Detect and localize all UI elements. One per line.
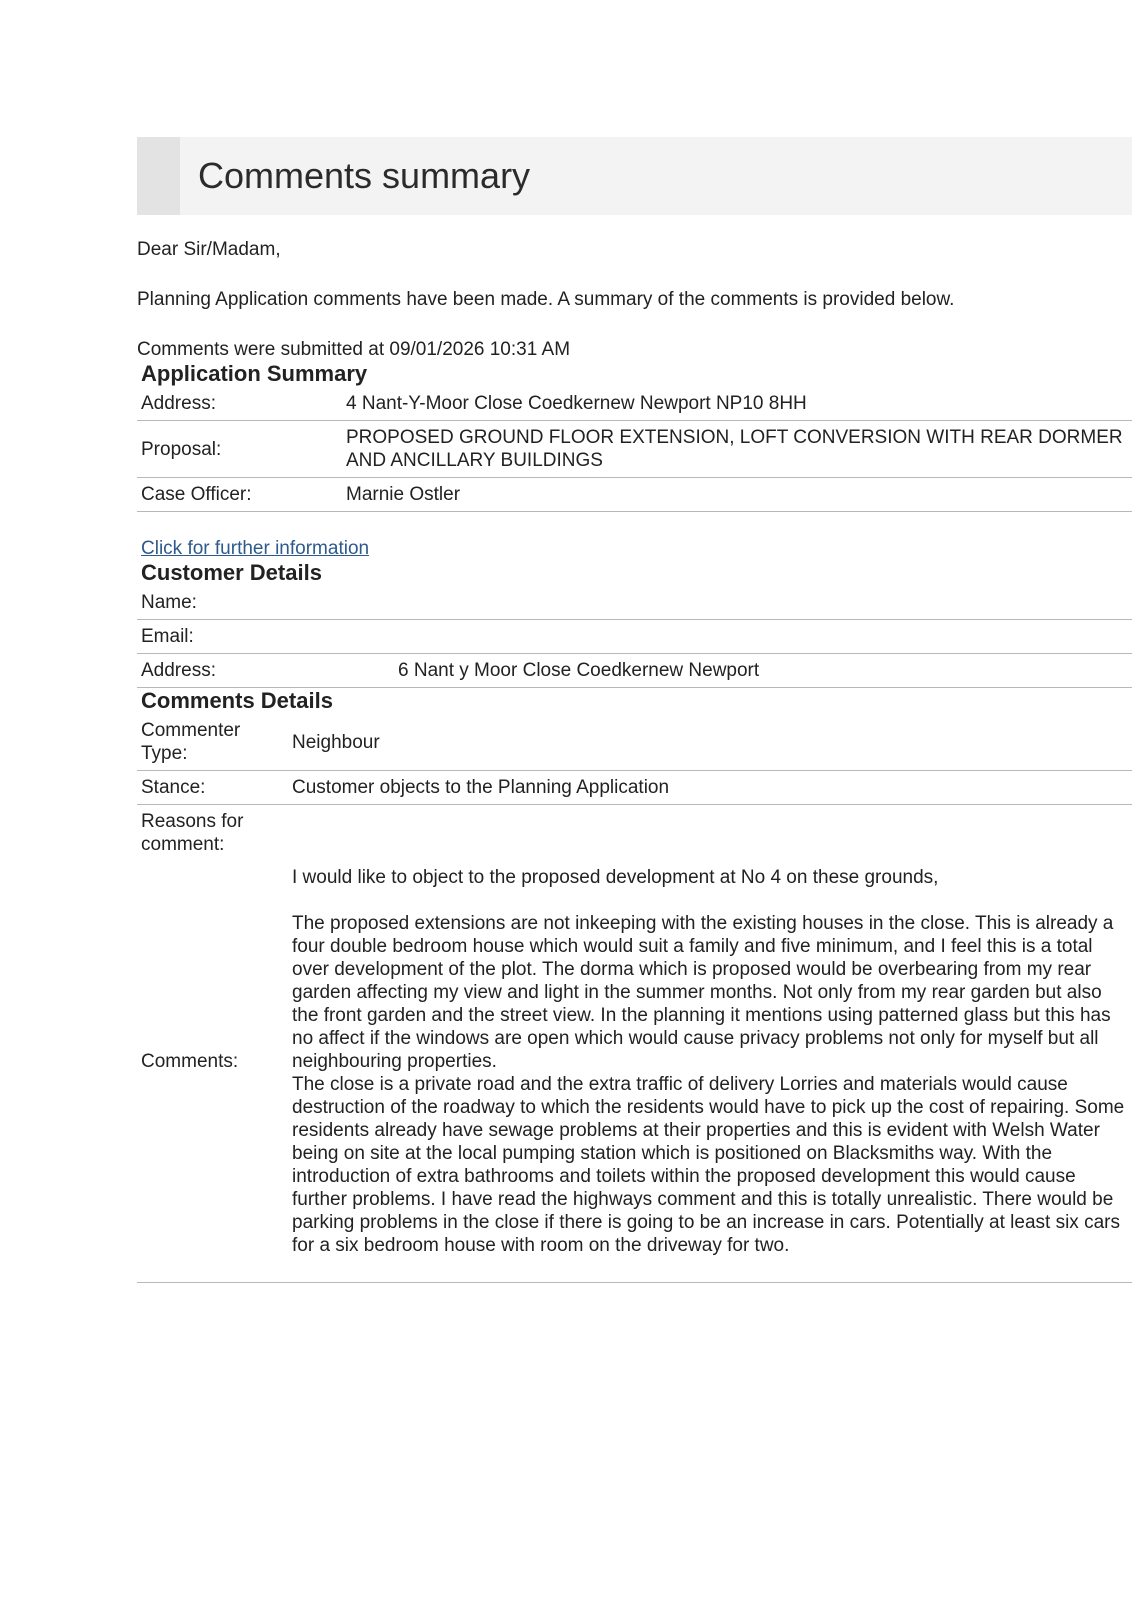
table-row bbox=[137, 421, 1132, 478]
customer-details-heading: Customer Details bbox=[141, 560, 322, 585]
table-row bbox=[137, 861, 1132, 1262]
greeting: Dear Sir/Madam, bbox=[137, 239, 281, 260]
address-label: Address: bbox=[137, 387, 342, 421]
reasons-value bbox=[288, 805, 1132, 862]
table-row bbox=[137, 387, 1132, 421]
comments-label: Comments: bbox=[141, 1051, 239, 1072]
stance-value: Customer objects to the Planning Application bbox=[288, 771, 1132, 805]
table-row bbox=[137, 478, 1132, 512]
customer-address: 6 Nant y Moor Close Coedkernew Newport bbox=[394, 654, 1132, 688]
table-row bbox=[137, 714, 1132, 771]
table-row bbox=[137, 620, 1132, 654]
table-row bbox=[137, 771, 1132, 805]
stance-label: Stance: bbox=[137, 771, 288, 805]
intro-text: Planning Application comments have been made. A summary of the comments is provided below. bbox=[137, 289, 955, 310]
application-summary-table bbox=[137, 387, 1132, 512]
comment-text: I would like to object to the proposed development at No 4 on these grounds, The proposed extensions are not inkeeping with the existing houses in the close. This is already a four double bedroom house which would suit a family and five minimum, and I feel this is a total over development of the plot. The dorma which is proposed would be overbearing from my rear garden affecting my view and light in the summer months. Not only from my rear garden but also the front garden and the street view. In the planning it mentions using patterned glass but this has no affect if the windows are open which would cause privacy problems not only for myself but all neighbouring properties. The close is a private road and the extra traffic of delivery Lorries and materials would cause destruction of the roadway to which the residents would have to pick up the cost of repairing. Some residents already have sewage problems at their properties and this is evident with Welsh Water being on site at the local pumping station which is positioned on Blacksmiths way. With the introduction of extra bathrooms and toilets within the proposed development this would cause further problems. I have read the highways comment and this is totally unrealistic. There would be parking problems in the close if there is going to be an increase in cars. Potentially at least six cars for a six bedroom house with room on the driveway for two. bbox=[292, 867, 1125, 1256]
end-divider bbox=[137, 1282, 1132, 1283]
comments-summary-page bbox=[137, 137, 1132, 1283]
application-address: 4 Nant-Y-Moor Close Coedkernew Newport NP10 8HH bbox=[342, 387, 1132, 421]
email-label: Email: bbox=[137, 620, 394, 654]
name-label: Name: bbox=[137, 586, 394, 620]
table-row bbox=[137, 805, 1132, 862]
table-row bbox=[137, 654, 1132, 688]
commenter-type: Neighbour bbox=[288, 714, 1132, 771]
customer-name bbox=[394, 586, 1132, 620]
title-bar bbox=[137, 137, 1132, 215]
title-accent-bar bbox=[137, 137, 180, 215]
comments-details-table bbox=[137, 714, 1132, 1262]
table-row bbox=[137, 586, 1132, 620]
proposal-label: Proposal: bbox=[137, 421, 342, 478]
case-officer-label: Case Officer: bbox=[137, 478, 342, 512]
customer-email bbox=[394, 620, 1132, 654]
proposal-text: PROPOSED GROUND FLOOR EXTENSION, LOFT CONVERSION WITH REAR DORMER AND ANCILLARY BUILDINGS bbox=[342, 421, 1132, 478]
case-officer-name: Marnie Ostler bbox=[342, 478, 1132, 512]
further-information-link[interactable]: Click for further information bbox=[141, 538, 370, 559]
application-summary-heading: Application Summary bbox=[141, 361, 368, 386]
comments-details-heading: Comments Details bbox=[141, 688, 333, 713]
commenter-type-label: Commenter Type: bbox=[137, 714, 288, 771]
customer-details-table bbox=[137, 586, 1132, 688]
reasons-label: Reasons for comment: bbox=[141, 811, 244, 855]
submitted-timestamp: Comments were submitted at 09/01/2026 10:31 AM bbox=[137, 339, 571, 360]
customer-address-label: Address: bbox=[137, 654, 394, 688]
page-title: Comments summary bbox=[198, 155, 531, 196]
